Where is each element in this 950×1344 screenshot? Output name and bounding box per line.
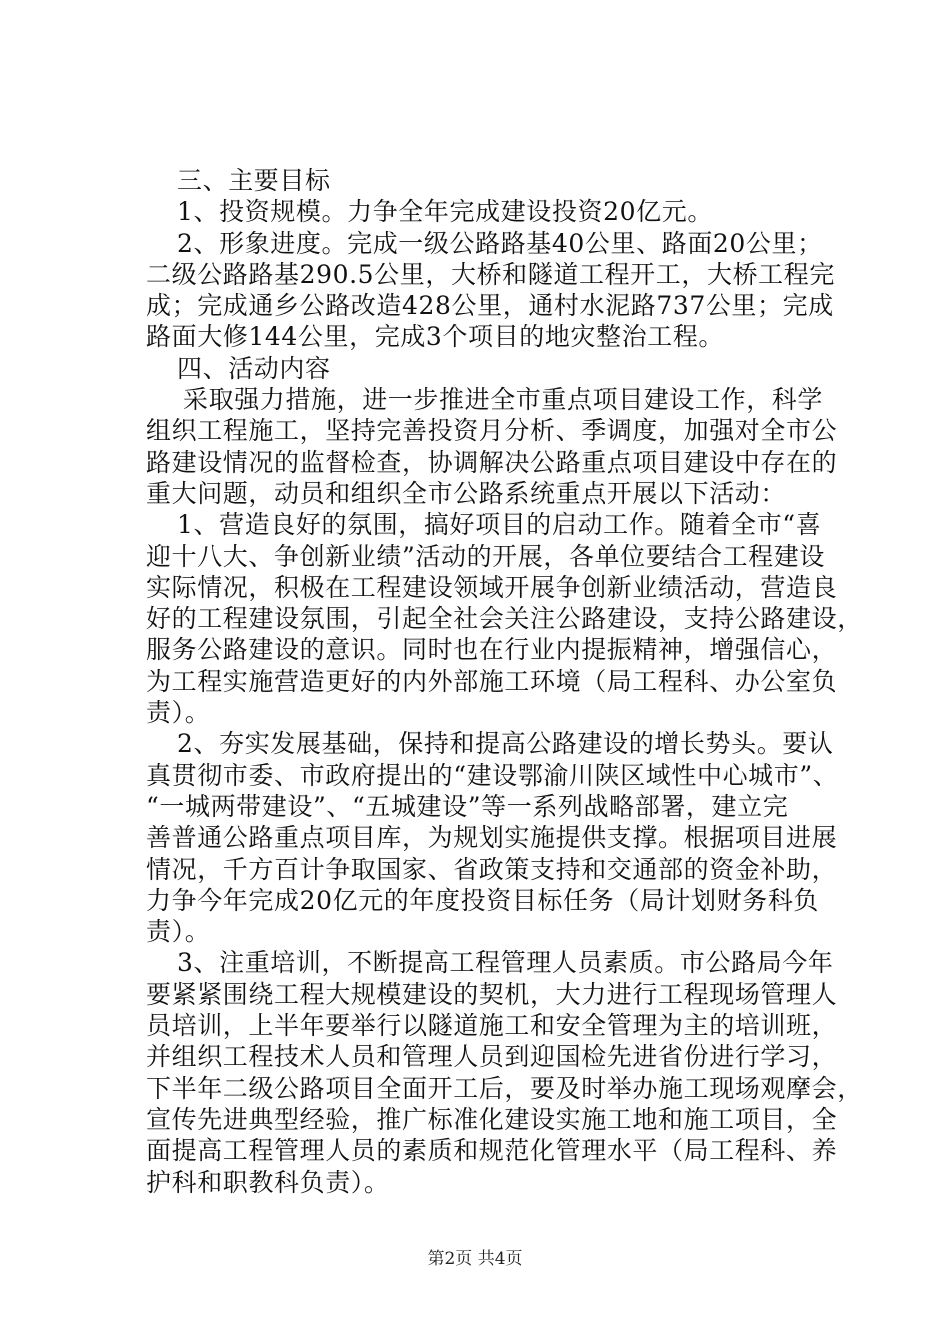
paragraph-line: 二级公路路基290.5公里，大桥和隧道工程开工，大桥工程完 bbox=[146, 259, 835, 289]
paragraph-line: 员培训，上半年要举行以隧道施工和安全管理为主的培训班， bbox=[146, 1011, 838, 1041]
paragraph-line: 下半年二级公路项目全面开工后，要及时举办施工现场观摩会， bbox=[146, 1073, 863, 1103]
paragraph-line: 好的工程建设氛围，引起全社会关注公路建设，支持公路建设， bbox=[146, 604, 863, 634]
paragraph-line: 责）。 bbox=[146, 917, 211, 947]
paragraph-line: 力争今年完成20亿元的年度投资目标任务（局计划财务科负 bbox=[146, 885, 820, 915]
paragraph-line: 组织工程施工，坚持完善投资月分析、季调度，加强对全市公 bbox=[146, 416, 838, 446]
paragraph-line: 为工程实施营造更好的内外部施工环境（局工程科、办公室负 bbox=[146, 666, 838, 696]
paragraph-line: 情况，千方百计争取国家、省政策支持和交通部的资金补助， bbox=[146, 854, 838, 884]
paragraph-line: 面提高工程管理人员的素质和规范化管理水平（局工程科、养 bbox=[146, 1136, 838, 1166]
paragraph-line: 善普通公路重点项目库，为规划实施提供支撑。根据项目进展 bbox=[146, 823, 838, 853]
section-heading: 三、主要目标 bbox=[177, 166, 331, 195]
paragraph-line: 要紧紧围绕工程大规模建设的契机，大力进行工程现场管理人 bbox=[146, 979, 838, 1009]
document-body bbox=[146, 165, 863, 1198]
paragraph-line: 2、夯实发展基础，保持和提高公路建设的增长势头。要认 bbox=[177, 729, 834, 759]
paragraph-line: 宣传先进典型经验，推广标准化建设实施工地和施工项目，全 bbox=[146, 1104, 838, 1134]
paragraph-line: 实际情况，积极在工程建设领域开展争创新业绩活动，营造良 bbox=[146, 572, 838, 602]
paragraph-line: 护科和职教科负责）。 bbox=[146, 1167, 390, 1197]
paragraph-line: 重大问题，动员和组织全市公路系统重点开展以下活动： bbox=[146, 478, 787, 508]
paragraph-line: 并组织工程技术人员和管理人员到迎国检先进省份进行学习， bbox=[146, 1042, 838, 1072]
paragraph-line: 1、营造良好的氛围，搞好项目的启动工作。随着全市“喜 bbox=[177, 510, 822, 540]
page-number: 第2页 共4页 bbox=[427, 1249, 523, 1269]
paragraph-line: 路建设情况的监督检查，协调解决公路重点项目建设中存在的 bbox=[146, 447, 838, 477]
paragraph-line: 2、形象进度。完成一级公路路基40公里、路面20公里； bbox=[177, 228, 823, 258]
paragraph-line: 责）。 bbox=[146, 698, 211, 728]
paragraph-line: 成；完成通乡公路改造428公里，通村水泥路737公里；完成 bbox=[146, 291, 834, 321]
paragraph-line: “一城两带建设”、“五城建设”等一系列战略部署，建立完 bbox=[146, 791, 789, 821]
paragraph-line: 迎十八大、争创新业绩”活动的开展，各单位要结合工程建设 bbox=[146, 541, 825, 571]
paragraph-line: 采取强力措施，进一步推进全市重点项目建设工作，科学 bbox=[183, 385, 824, 415]
paragraph-line: 路面大修144公里，完成3个项目的地灾整治工程。 bbox=[146, 322, 725, 352]
paragraph-line: 服务公路建设的意识。同时也在行业内提振精神，增强信心， bbox=[146, 635, 838, 665]
paragraph-line: 真贯彻市委、市政府提出的“建设鄂渝川陕区域性中心城市”、 bbox=[146, 760, 839, 790]
paragraph-line: 1、投资规模。力争全年完成建设投资20亿元。 bbox=[177, 197, 713, 227]
section-heading: 四、活动内容 bbox=[177, 353, 331, 383]
paragraph-line: 3、注重培训，不断提高工程管理人员素质。市公路局今年 bbox=[177, 948, 834, 978]
